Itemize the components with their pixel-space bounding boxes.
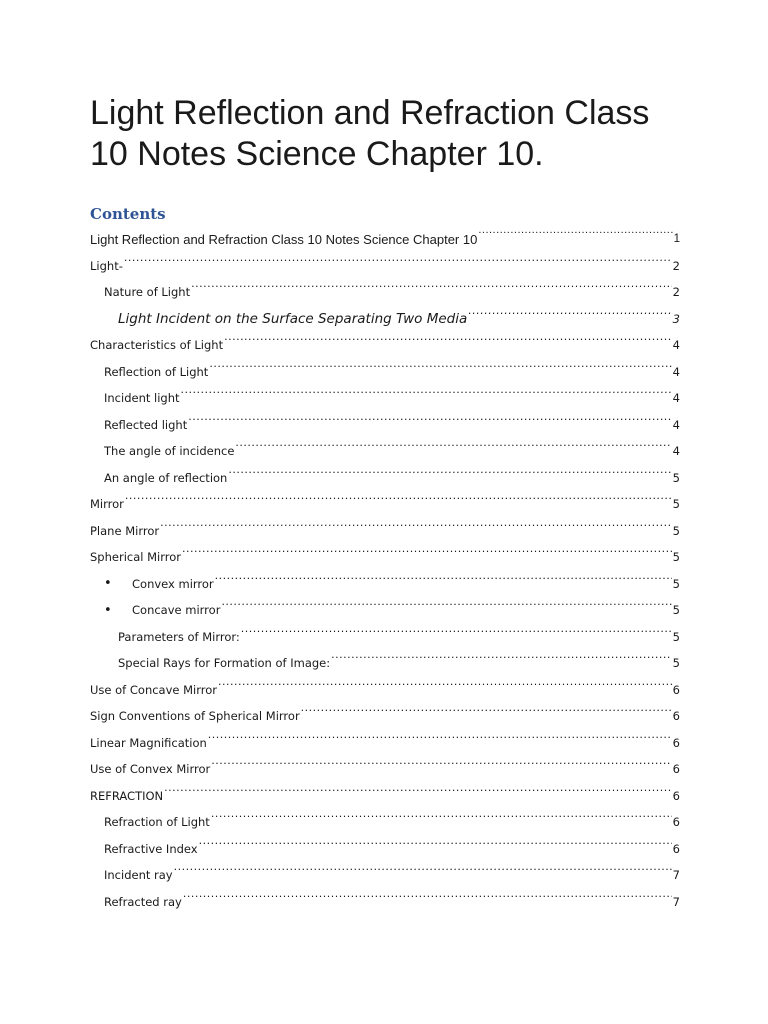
toc-entry[interactable] xyxy=(90,862,680,889)
dot-leader xyxy=(209,361,671,373)
dot-leader xyxy=(181,387,672,399)
toc-page-number: 4 xyxy=(672,444,680,459)
dot-leader xyxy=(215,573,672,585)
dot-leader xyxy=(224,334,672,346)
toc-entry-title: The angle of incidence xyxy=(104,444,235,459)
toc-entry[interactable] xyxy=(90,518,680,545)
toc-entry-title: Use of Convex Mirror xyxy=(90,762,211,777)
toc-page-number: 6 xyxy=(672,788,680,803)
toc-entry-title: Light Reflection and Refraction Class 10 Notes Science Chapter 10 xyxy=(90,231,478,247)
toc-page-number: 4 xyxy=(672,417,680,432)
toc-entry-title: Reflection of Light xyxy=(104,364,209,379)
bullet-icon: • xyxy=(104,602,112,618)
toc-entry-title: Plane Mirror xyxy=(90,523,160,538)
toc-page-number: 2 xyxy=(672,285,680,300)
dot-leader xyxy=(211,811,672,823)
toc-page-number: 6 xyxy=(672,815,680,830)
toc-entry-title: Refractive Index xyxy=(104,841,198,856)
toc-page-number: 6 xyxy=(672,735,680,750)
toc-entry-title: Parameters of Mirror: xyxy=(118,629,240,644)
toc-page-number: 5 xyxy=(672,470,680,485)
toc-entry[interactable] xyxy=(90,836,680,863)
toc-page-number: 1 xyxy=(673,233,680,246)
toc-page-number: 6 xyxy=(672,762,680,777)
toc-entry[interactable] xyxy=(90,544,680,571)
toc-page-number: 5 xyxy=(672,656,680,671)
toc-entry[interactable] xyxy=(90,412,680,439)
dot-leader xyxy=(228,467,671,479)
toc-page-number: 4 xyxy=(672,338,680,353)
toc-page-number: 2 xyxy=(672,258,680,273)
toc-entry[interactable] xyxy=(90,332,680,359)
toc-entry-title: Incident light xyxy=(104,391,180,406)
toc-entry-title: Concave mirror xyxy=(132,603,221,618)
dot-leader xyxy=(164,785,672,797)
toc-entry[interactable] xyxy=(90,730,680,757)
dot-leader xyxy=(235,440,671,452)
toc-entry[interactable] xyxy=(90,809,680,836)
toc-entry-title: Light- xyxy=(90,258,123,273)
toc-entry[interactable] xyxy=(90,226,680,253)
dot-leader xyxy=(218,679,672,691)
dot-leader xyxy=(208,732,672,744)
dot-leader xyxy=(478,228,672,240)
toc-entry[interactable] xyxy=(90,279,680,306)
toc-entry[interactable] xyxy=(90,253,680,280)
contents-heading: Contents xyxy=(90,205,166,223)
dot-leader xyxy=(124,255,672,267)
dot-leader xyxy=(221,599,671,611)
toc-entry-title: Reflected light xyxy=(104,417,188,432)
dot-leader xyxy=(199,838,672,850)
toc-page-number: 5 xyxy=(672,629,680,644)
toc-entry-title: Sign Conventions of Spherical Mirror xyxy=(90,709,300,724)
toc-entry-title: Characteristics of Light xyxy=(90,338,224,353)
toc-page-number: 7 xyxy=(672,868,680,883)
toc-entry-title: Convex mirror xyxy=(132,576,214,591)
toc-page-number: 6 xyxy=(672,841,680,856)
toc-entry-title: Nature of Light xyxy=(104,285,191,300)
toc-entry[interactable] xyxy=(90,438,680,465)
toc-entry[interactable] xyxy=(90,703,680,730)
dot-leader xyxy=(125,493,672,505)
toc-entry[interactable] xyxy=(90,306,680,333)
toc-page-number: 6 xyxy=(672,709,680,724)
toc-entry[interactable] xyxy=(90,359,680,386)
dot-leader xyxy=(241,626,672,638)
dot-leader xyxy=(188,414,671,426)
dot-leader xyxy=(191,281,672,293)
toc-entry[interactable] xyxy=(90,889,680,916)
dot-leader xyxy=(174,864,672,876)
toc-entry-title: Mirror xyxy=(90,497,124,512)
dot-leader xyxy=(182,546,672,558)
toc-entry-title: Linear Magnification xyxy=(90,735,207,750)
toc-page-number: 4 xyxy=(672,391,680,406)
toc-entry-title: Light Incident on the Surface Separating Two Media xyxy=(118,310,468,327)
toc-entry-title: Spherical Mirror xyxy=(90,550,181,565)
toc-page-number: 4 xyxy=(672,364,680,379)
toc-entry-title: REFRACTION xyxy=(90,788,164,803)
toc-page-number: 5 xyxy=(672,550,680,565)
toc-page-number: 5 xyxy=(672,576,680,591)
toc-page-number: 5 xyxy=(672,603,680,618)
toc-page-number: 5 xyxy=(672,523,680,538)
toc-entry-title: Use of Concave Mirror xyxy=(90,682,218,697)
dot-leader xyxy=(331,652,672,664)
toc-entry[interactable] xyxy=(90,491,680,518)
dot-leader xyxy=(183,891,672,903)
dot-leader xyxy=(160,520,672,532)
toc-entry[interactable] xyxy=(90,650,680,677)
page-title: Light Reflection and Refraction Class 10 Notes Science Chapter 10. xyxy=(90,94,650,173)
toc-page-number: 6 xyxy=(672,682,680,697)
toc-entry[interactable] xyxy=(90,624,680,651)
toc-entry[interactable] xyxy=(90,385,680,412)
toc-entry[interactable] xyxy=(90,465,680,492)
toc-entry-title: Incident ray xyxy=(104,868,173,883)
toc-entry[interactable] xyxy=(90,783,680,810)
toc-entry-title: Special Rays for Formation of Image: xyxy=(118,656,331,671)
toc-entry-title: Refracted ray xyxy=(104,894,182,909)
toc-entry[interactable] xyxy=(90,571,680,598)
toc-page-number: 3 xyxy=(672,311,680,326)
toc-entry-title: An angle of reflection xyxy=(104,470,228,485)
toc-page-number: 5 xyxy=(672,497,680,512)
table-of-contents xyxy=(90,226,680,915)
toc-entry[interactable] xyxy=(90,597,680,624)
toc-entry[interactable] xyxy=(90,756,680,783)
toc-entry-title: Refraction of Light xyxy=(104,815,210,830)
dot-leader xyxy=(468,308,671,320)
dot-leader xyxy=(211,758,671,770)
toc-page-number: 7 xyxy=(672,894,680,909)
bullet-icon: • xyxy=(104,576,112,592)
toc-entry[interactable] xyxy=(90,677,680,704)
dot-leader xyxy=(301,705,672,717)
